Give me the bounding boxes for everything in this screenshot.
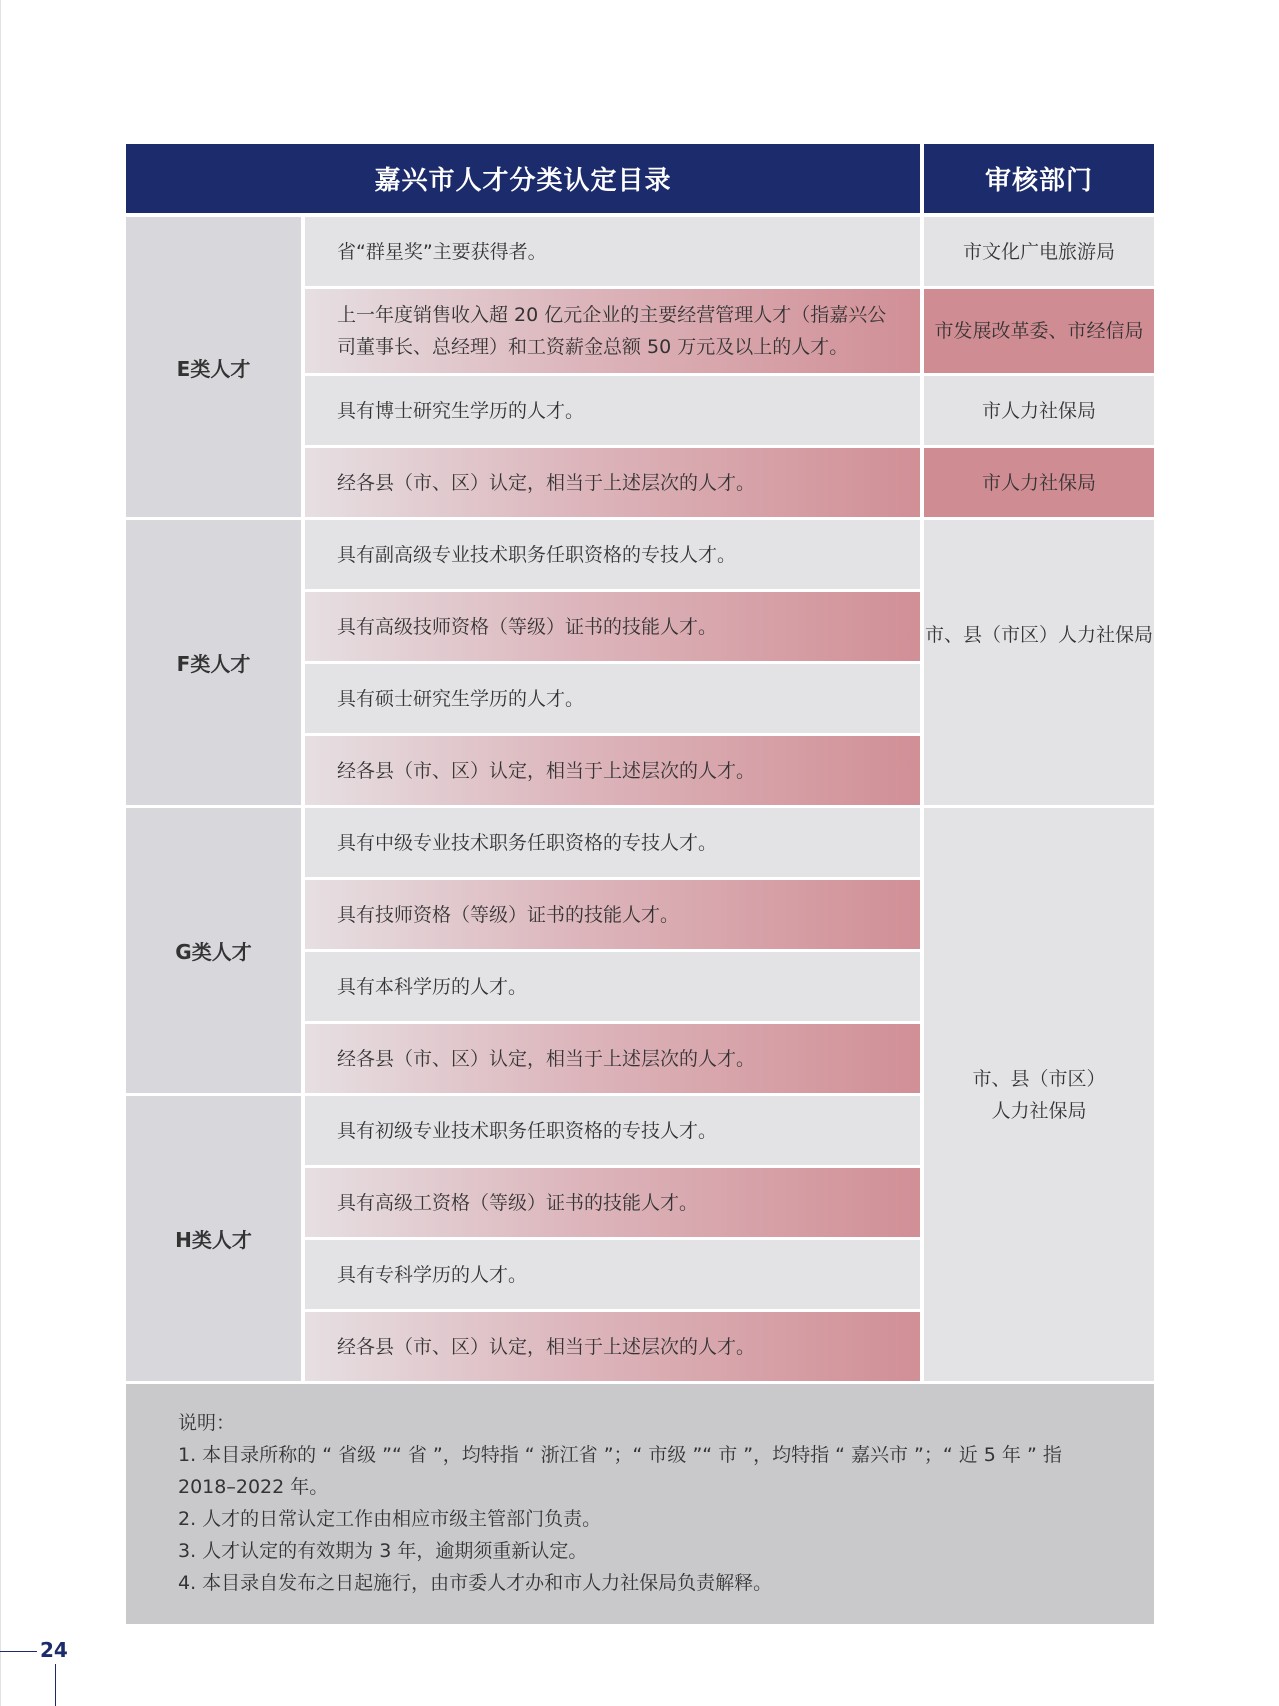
requirement-row: 上一年度销售收入超 20 亿元企业的主要经营管理人才（指嘉兴公司董事长、总经理）和工资薪金总额 50 万元及以上的人才。 [305,289,920,373]
requirement-row: 具有初级专业技术职务任职资格的专技人才。 [305,1096,920,1165]
requirement-row: 具有高级工资格（等级）证书的技能人才。 [305,1168,920,1237]
page-number-rule [0,1651,37,1652]
category-f: F类人才 [126,520,301,805]
requirement-row: 经各县（市、区）认定，相当于上述层次的人才。 [305,1024,920,1093]
requirement-row: 经各县（市、区）认定，相当于上述层次的人才。 [305,448,920,517]
dept-column-title: 审核部门 [924,144,1154,213]
page-edge [0,0,1,1706]
requirement-row: 具有专科学历的人才。 [305,1240,920,1309]
dept-cell: 市发展改革委、市经信局 [924,289,1154,373]
requirement-row: 具有技师资格（等级）证书的技能人才。 [305,880,920,949]
requirement-row: 具有中级专业技术职务任职资格的专技人才。 [305,808,920,877]
requirement-row: 具有副高级专业技术职务任职资格的专技人才。 [305,520,920,589]
dept-cell: 市人力社保局 [924,448,1154,517]
requirement-row: 具有本科学历的人才。 [305,952,920,1021]
note-item: 4. 本目录自发布之日起施行，由市委人才办和市人力社保局负责解释。 [178,1572,773,1594]
dept-cell: 市人力社保局 [924,376,1154,445]
dept-cell-f: 市、县（市区）人力社保局 [924,520,1154,805]
dept-line: 人力社保局 [991,1099,1087,1122]
table-title: 嘉兴市人才分类认定目录 [126,144,920,213]
requirement-row: 省“群星奖”主要获得者。 [305,217,920,286]
notes-box [126,1384,1154,1624]
dept-line: 市、县（市区） [972,1067,1106,1090]
dept-cell-gh [924,808,1154,1381]
requirement-row: 具有硕士研究生学历的人才。 [305,664,920,733]
category-h: H类人才 [126,1096,301,1381]
category-e: E类人才 [126,217,301,517]
page-number: 24 [40,1638,68,1662]
note-item: 1. 本目录所称的 “ 省级 ”“ 省 ”，均特指 “ 浙江省 ”；“ 市级 ”“ 市 ”，均特指 “ 嘉兴市 ”；“ 近 5 年 ” 指 2018–2022 年。 [178,1444,1068,1498]
requirement-row: 经各县（市、区）认定，相当于上述层次的人才。 [305,1312,920,1381]
requirement-row: 具有博士研究生学历的人才。 [305,376,920,445]
note-item: 3. 人才认定的有效期为 3 年，逾期须重新认定。 [178,1540,588,1562]
note-item: 2. 人才的日常认定工作由相应市级主管部门负责。 [178,1508,602,1530]
requirement-row: 具有高级技师资格（等级）证书的技能人才。 [305,592,920,661]
category-g: G类人才 [126,808,301,1093]
page-number-rule [55,1664,56,1706]
notes-title: 说明： [178,1412,236,1434]
requirement-row: 经各县（市、区）认定，相当于上述层次的人才。 [305,736,920,805]
dept-cell: 市文化广电旅游局 [924,217,1154,286]
